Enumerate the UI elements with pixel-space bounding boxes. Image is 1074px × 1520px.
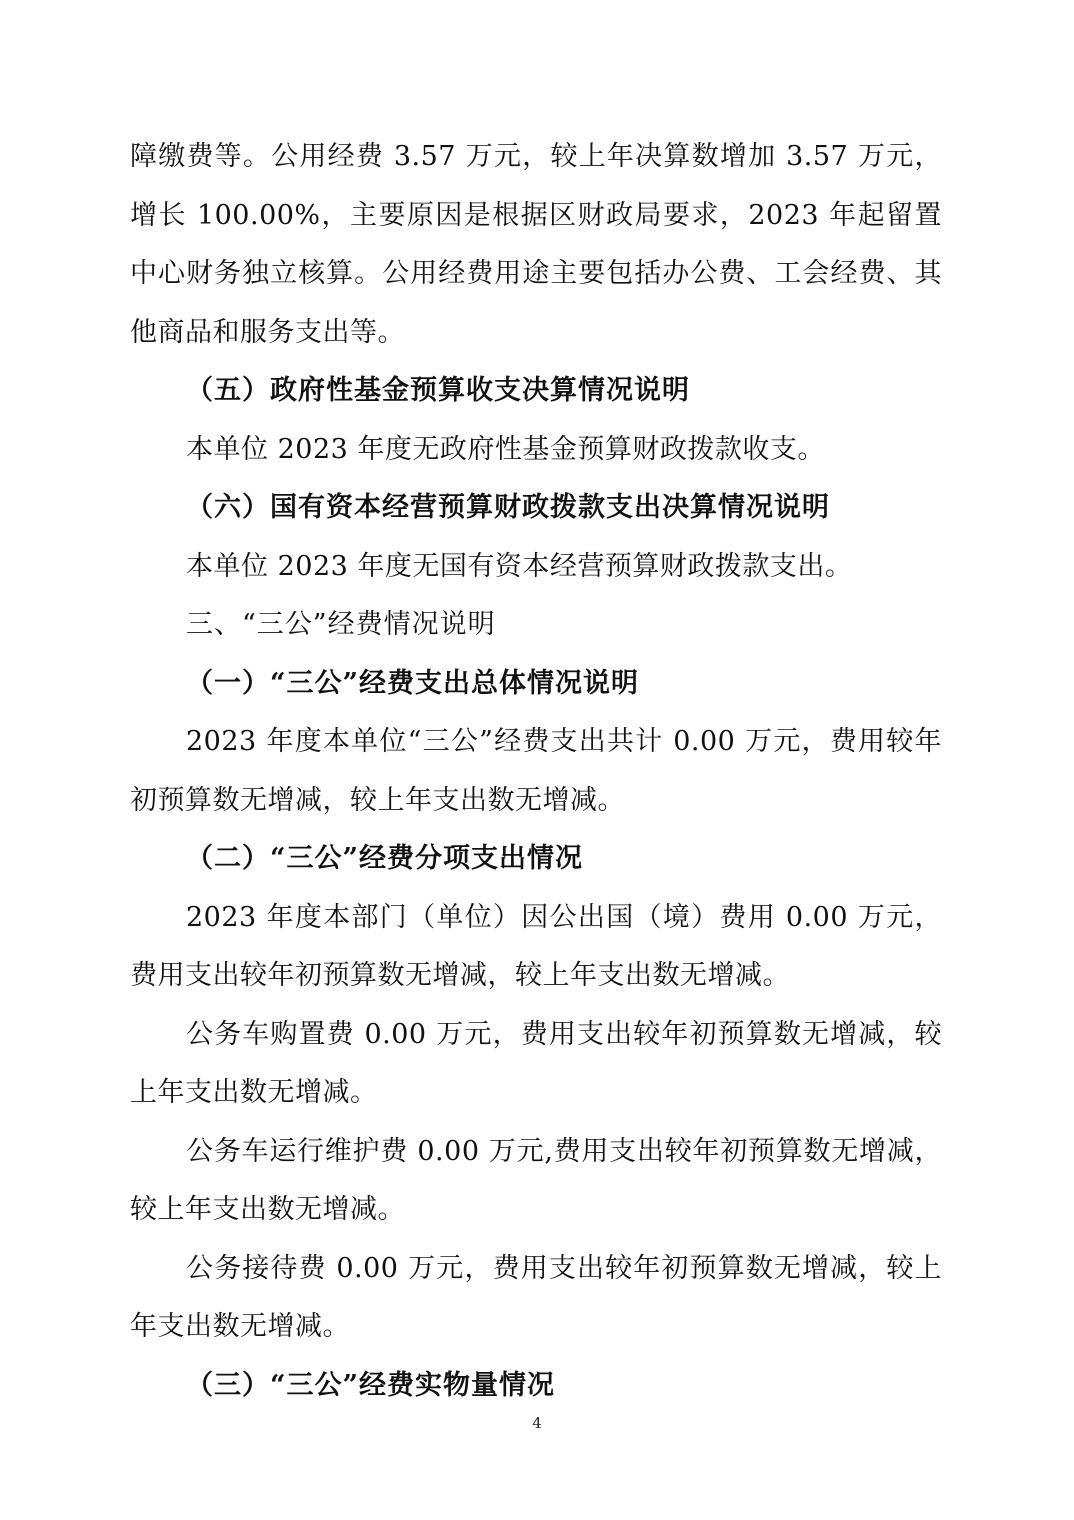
paragraph-overseas-travel-cost: 2023 年度本部门（单位）因公出国（境）费用 0.00 万元，费用支出较年初预算数无增减，较上年支出数无增减。 (130, 901, 942, 991)
paragraph-government-fund-budget: 本单位 2023 年度无政府性基金预算财政拨款收支。 (186, 433, 825, 465)
section-heading-government-fund-budget: （五）政府性基金预算收支决算情况说明 (186, 375, 690, 406)
paragraph-vehicle-purchase-cost: 公务车购置费 0.00 万元，费用支出较年初预算数无增减，较上年支出数无增减。 (130, 1018, 942, 1108)
paragraph-three-public-overall: 2023 年度本单位“三公”经费支出共计 0.00 万元，费用较年初预算数无增减，较上年支出数无增减。 (130, 726, 942, 816)
paragraph-vehicle-maintenance-cost: 公务车运行维护费 0.00 万元,费用支出较年初预算数无增减，较上年支出数无增减。 (130, 1135, 942, 1225)
section-heading-three-public-overall: （一）“三公”经费支出总体情况说明 (186, 667, 640, 699)
paragraph-reception-cost: 公务接待费 0.00 万元，费用支出较年初预算数无增减，较上年支出数无增减。 (130, 1252, 942, 1342)
page-number: 4 (532, 1414, 542, 1432)
paragraph-public-funds-continued: 障缴费等。公用经费 3.57 万元，较上年决算数增加 3.57 万元，增长 100.00%，主要原因是根据区财政局要求，2023 年起留置中心财务独立核算。公用经费用途主要包括办公费、工会经费、其他商品和服务支出等。 (130, 141, 942, 348)
paragraph-state-capital-budget: 本单位 2023 年度无国有资本经营预算财政拨款支出。 (186, 550, 853, 582)
document-body (130, 128, 942, 1415)
section-heading-state-capital-budget: （六）国有资本经营预算财政拨款支出决算情况说明 (186, 492, 830, 523)
chapter-heading-three-public-funds: 三、“三公”经费情况说明 (186, 609, 496, 640)
section-heading-three-public-physical: （三）“三公”经费实物量情况 (186, 1369, 556, 1401)
section-heading-three-public-itemized: （二）“三公”经费分项支出情况 (186, 843, 584, 874)
